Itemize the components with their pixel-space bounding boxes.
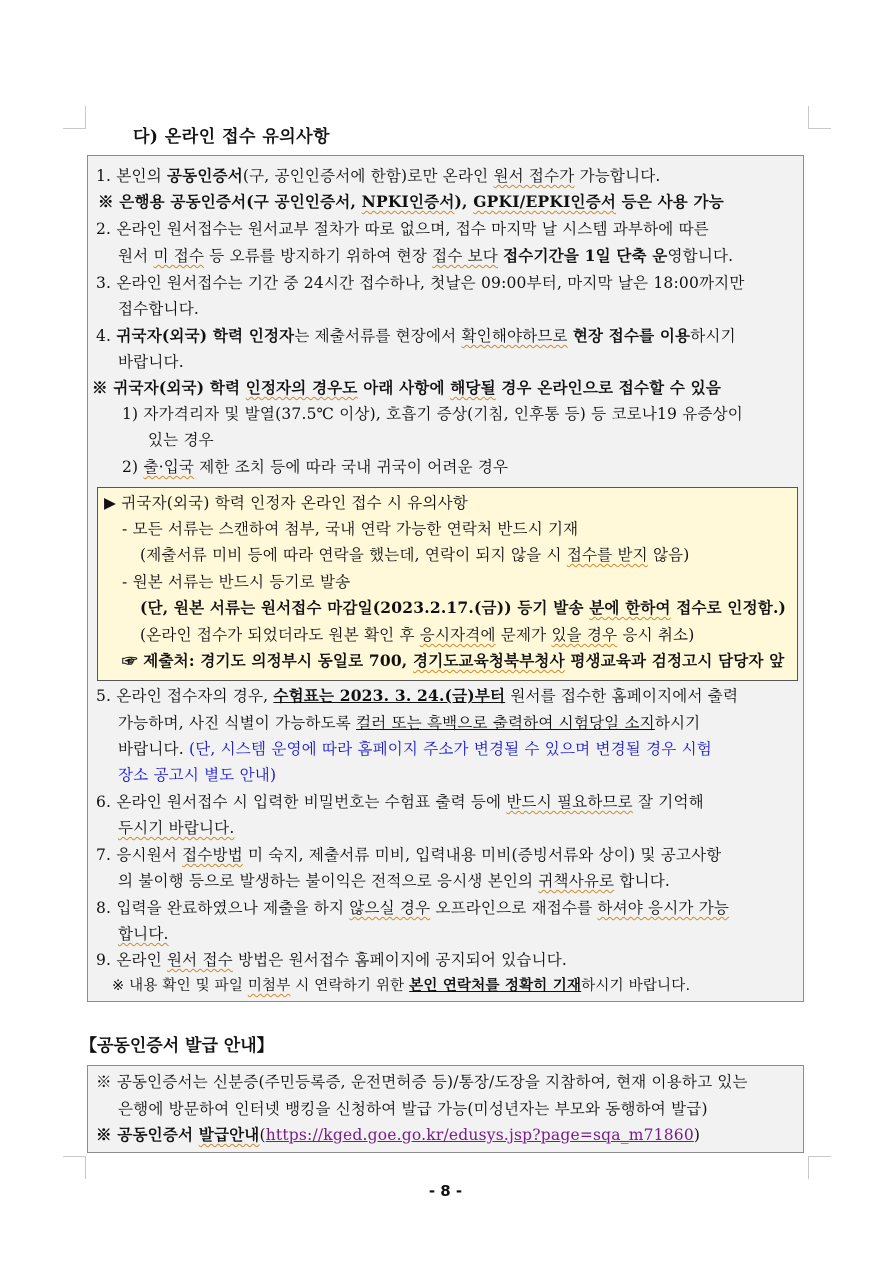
- page-number: - 8 -: [428, 1182, 463, 1200]
- notice-item-7: 7. 응시원서 접수방법 미 숙지, 제출서류 미비, 입력내용 미비(증빙서류와 상이) 및 공고사항: [96, 846, 722, 864]
- page-corner-mark-top-right: [808, 106, 831, 129]
- notice-item-3: 3. 온라인 원서접수는 기간 중 24시간 접수하나, 첫날은 09:00부터, 마지막 날은 18:00까지만: [96, 274, 745, 292]
- cert-info-box: [87, 1065, 804, 1153]
- notice-sub-1-line2: 있는 경우: [148, 431, 214, 449]
- yellow-box-paren-1: (제출서류 미비 등에 따라 연락을 했는데, 연락이 되지 않을 시 접수를 받지 않음): [140, 546, 690, 564]
- notice-item-2-line2: 원서 미 접수 등 오류를 방지하기 위하여 현장 접수 보다 접수기간을 1일 단축 운영합니다.: [118, 246, 734, 265]
- notice-item-6: 6. 온라인 원서접수 시 입력한 비밀번호는 수험표 출력 등에 반드시 필요하므로 잘 기억해: [96, 793, 704, 811]
- overseas-applicant-notice-box: [97, 487, 798, 681]
- page-corner-mark-bottom-left: [63, 1156, 86, 1179]
- notice-item-9: 9. 온라인 원서 접수 방법은 원서접수 홈페이지에 공지되어 있습니다.: [96, 951, 568, 969]
- online-notice-box: [87, 155, 804, 1002]
- notice-item-5-line2: 가능하며, 사진 식별이 가능하도록 컬러 또는 흑백으로 출력하여 시험당일 소지하시기: [118, 714, 701, 732]
- cert-section-title: 【공동인증서 발급 안내】: [80, 1036, 274, 1056]
- cert-issuance-link[interactable]: https://kged.goe.go.kr/edusys.jsp?page=sqa_m71860: [265, 1126, 694, 1144]
- notice-item-2: 2. 온라인 원서접수는 원서교부 절차가 따로 없으며, 접수 마지막 날 시스템 과부하에 따른: [96, 220, 709, 238]
- yellow-box-submission-address: ☞ 제출처: 경기도 의정부시 동일로 700, 경기도교육청북부청사 평생교육과 검정고시 담당자 앞: [122, 651, 785, 670]
- notice-item-5: 5. 온라인 접수자의 경우, 수험표는 2023. 3. 24.(금)부터 원서를 접수한 홈페이지에서 출력: [96, 686, 739, 705]
- yellow-box-dash-2: - 원본 서류는 반드시 등기로 발송: [122, 573, 351, 591]
- cert-info-line-1: ※ 공동인증서는 신분증(주민등록증, 운전면허증 등)/통장/도장을 지참하여, 현재 이용하고 있는: [96, 1073, 748, 1091]
- notice-item-8-line2: 합니다.: [118, 925, 169, 943]
- notice-item-4-note: ※ 귀국자(외국) 학력 인정자의 경우도 아래 사항에 해당될 경우 온라인으로 접수할 수 있음: [92, 378, 722, 397]
- notice-item-5-line3: 바랍니다. (단, 시스템 운영에 따라 홈페이지 주소가 변경될 수 있으며 변경될 경우 시험: [118, 740, 712, 758]
- cert-info-line-3: ※ 공동인증서 발급안내(https://kged.goe.go.kr/edusys.jsp?page=sqa_m71860): [96, 1125, 701, 1144]
- notice-item-4-line2: 바랍니다.: [118, 353, 184, 371]
- notice-sub-1: 1) 자가격리자 및 발열(37.5℃ 이상), 호흡기 증상(기침, 인후통 등) 등 코로나19 유증상이: [122, 405, 743, 423]
- notice-item-6-line2: 두시기 바랍니다.: [118, 819, 235, 837]
- notice-item-5-line4: 장소 공고시 별도 안내): [118, 766, 277, 784]
- notice-item-7-line2: 의 불이행 등으로 발생하는 불이익은 전적으로 응시생 본인의 귀책사유로 합니다.: [118, 872, 670, 890]
- notice-item-8: 8. 입력을 완료하였으나 제출을 하지 않으실 경우 오프라인으로 재접수를 하셔야 응시가 가능: [96, 899, 730, 917]
- yellow-box-deadline-note: (단, 원본 서류는 원서접수 마감일(2023.2.17.(금)) 등기 발송 분에 한하여 접수로 인정함.): [140, 598, 787, 617]
- page-corner-mark-bottom-right: [808, 1156, 831, 1179]
- notice-item-3-line2: 접수합니다.: [118, 300, 199, 318]
- yellow-box-paren-2: (온라인 접수가 되었더라도 원본 확인 후 응시자격에 문제가 있을 경우 응시 취소): [140, 626, 695, 644]
- notice-item-1-note: ※ 은행용 공동인증서(구 공인인증서, NPKI인증서), GPKI/EPKI인증서 등은 사용 가능: [98, 192, 724, 211]
- page-corner-mark-top-left: [63, 106, 86, 129]
- notice-item-1: 1. 본인의 공동인증서(구, 공인인증서에 한함)로만 온라인 원서 접수가 가능합니다.: [96, 166, 661, 185]
- yellow-box-dash-1: - 모든 서류는 스캔하여 첨부, 국내 연락 가능한 연락처 반드시 기재: [122, 520, 579, 538]
- cert-info-line-2: 은행에 방문하여 인터넷 뱅킹을 신청하여 발급 가능(미성년자는 부모와 동행하여 발급): [118, 1100, 708, 1118]
- yellow-box-title: ▶ 귀국자(외국) 학력 인정자 온라인 접수 시 유의사항: [104, 494, 468, 512]
- notice-item-4: 4. 귀국자(외국) 학력 인정자는 제출서류를 현장에서 확인해야하므로 현장 접수를 이용하시기: [96, 326, 736, 345]
- section-title: 다) 온라인 접수 유의사항: [133, 127, 331, 147]
- pointing-hand-icon: ☞: [122, 651, 138, 670]
- notice-sub-2: 2) 출·입국 제한 조치 등에 따라 국내 귀국이 어려운 경우: [122, 458, 509, 476]
- notice-item-9-note: ※ 내용 확인 및 파일 미첨부 시 연락하기 위한 본인 연락처를 정확히 기재하시기 바랍니다.: [112, 978, 691, 994]
